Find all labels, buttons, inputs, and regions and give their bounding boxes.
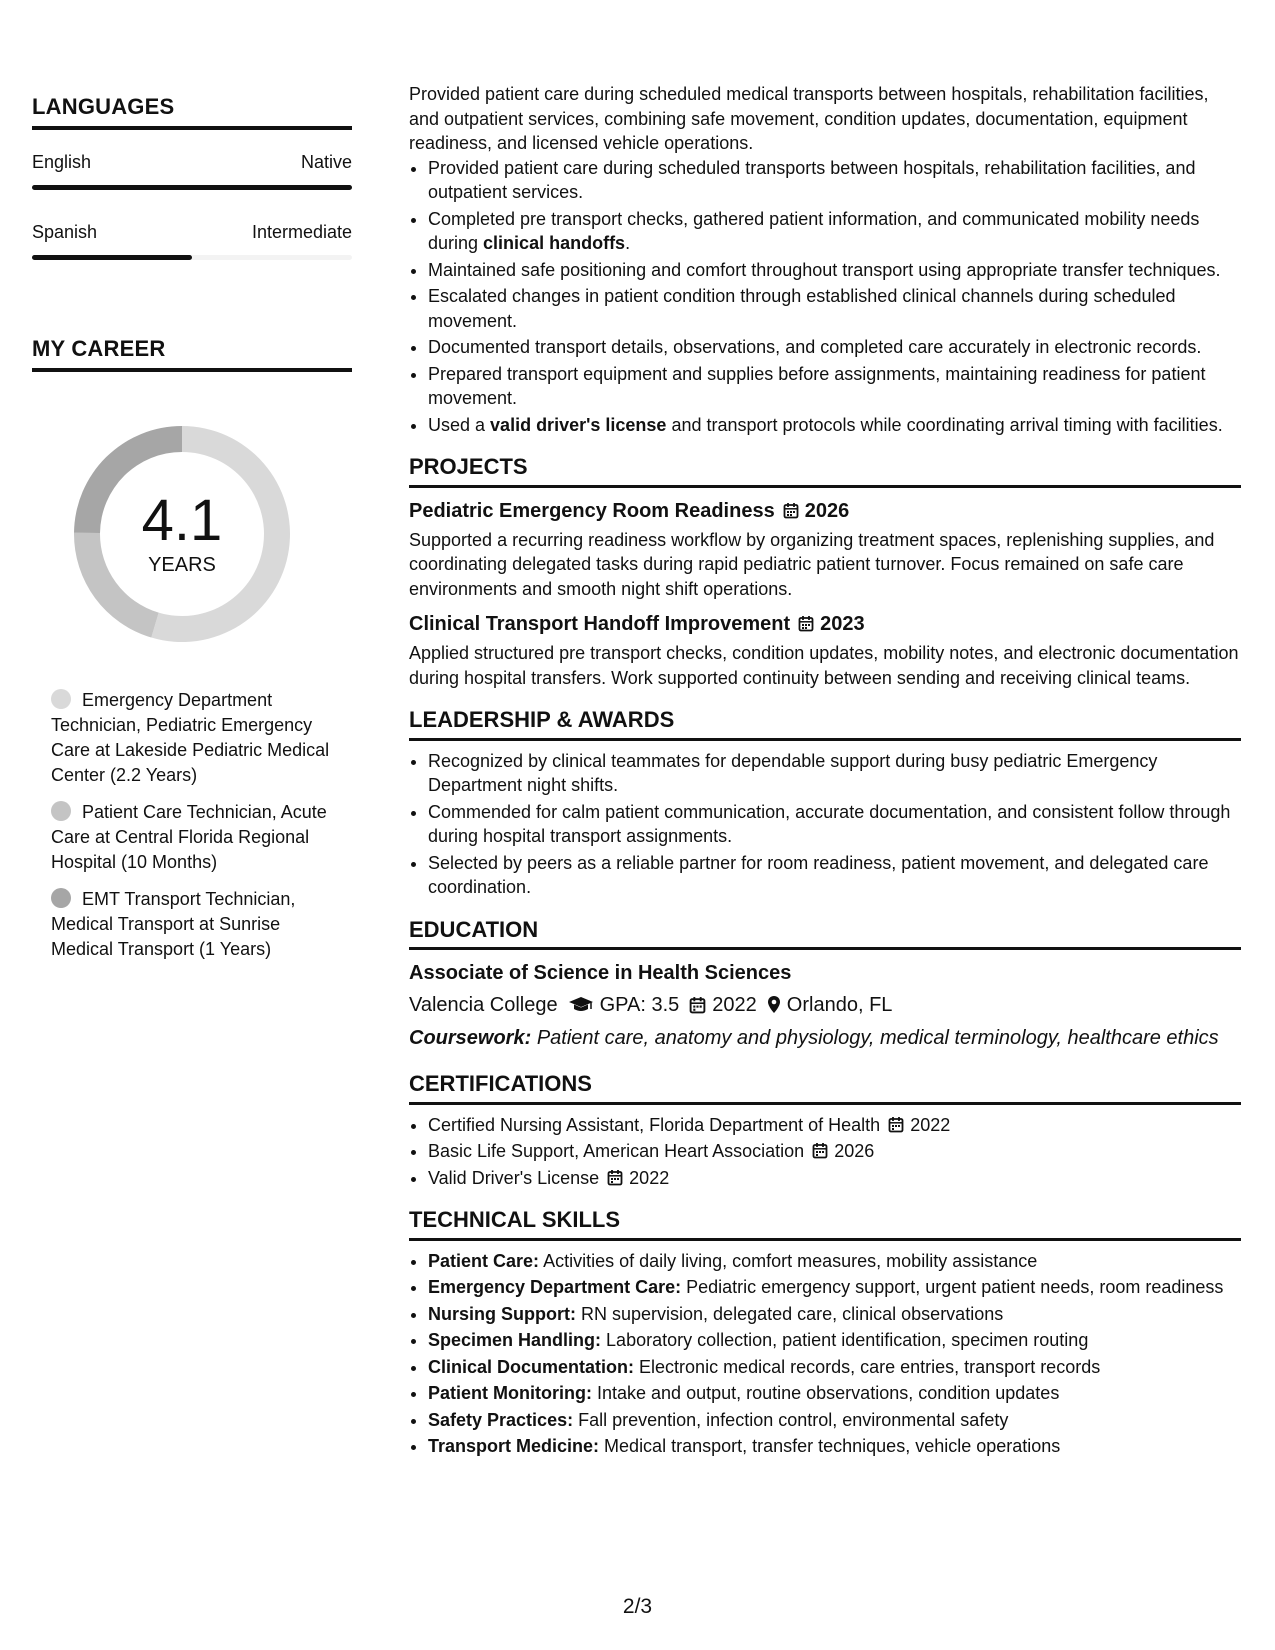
- skill-item: [428, 1275, 1241, 1300]
- calendar-icon: [689, 996, 706, 1014]
- career-legend-label: Emergency Department Technician, Pediatric Emergency Care at Lakeside Pediatric Medical Center (2.2 Years): [51, 690, 330, 785]
- career-total-value: 4.1: [141, 488, 223, 553]
- bullet-text: and transport protocols while coordinating arrival timing with facilities.: [666, 414, 1223, 435]
- bullet-text: Maintained safe positioning and comfort throughout transport using appropriate transfer techniques.: [428, 259, 1221, 280]
- language-proficiency-fill: [32, 185, 352, 190]
- bullet-text: Used a: [428, 414, 491, 435]
- leadership-item: • Recognized by clinical teammates for dependable support during busy pediatric Emergency Department night shifts.: [428, 749, 1241, 798]
- bullet-text: Prepared transport equipment and supplies before assignments, maintaining readiness for patient movement.: [428, 363, 1206, 408]
- bullet-text: Escalated changes in patient condition through established clinical channels during scheduled movement.: [428, 286, 1176, 331]
- experience-bullet: [428, 284, 1241, 333]
- career-legend-item: [51, 887, 337, 962]
- location-pin-icon: [767, 995, 781, 1014]
- education-details: [409, 992, 1241, 1019]
- skill-item: [428, 1434, 1241, 1459]
- project-title-text: Clinical Transport Handoff Improvement: [409, 613, 791, 635]
- projects-heading: PROJECTS: [409, 455, 1241, 488]
- legend-dot-icon: [51, 888, 71, 908]
- project-item: [409, 611, 1241, 690]
- legend-dot-icon: [51, 689, 71, 709]
- skill-text: Fall prevention, infection control, environmental safety: [578, 1409, 1009, 1430]
- experience-bullet: [428, 258, 1241, 283]
- calendar-icon: [607, 1169, 623, 1186]
- language-proficiency-fill: [32, 255, 192, 260]
- career-legend: [51, 688, 337, 962]
- experience-bullet: [428, 362, 1241, 411]
- education-year: 2022: [712, 994, 757, 1016]
- skill-label: Specimen Handling:: [428, 1330, 602, 1350]
- career-legend-item: [51, 688, 337, 788]
- experience-bullet: [428, 207, 1241, 256]
- skill-item: [428, 1328, 1241, 1353]
- certification-year: 2022: [910, 1114, 951, 1135]
- leadership-list: [409, 749, 1241, 900]
- skill-text: Medical transport, transfer techniques, vehicle operations: [604, 1436, 1061, 1456]
- certification-name: Basic Life Support, American Heart Association: [428, 1141, 805, 1161]
- language-proficiency-bar: [32, 185, 352, 190]
- language-level: Intermediate: [251, 222, 352, 242]
- experience-bullets: [409, 156, 1241, 438]
- bullet-bold-text: valid driver's license: [490, 414, 667, 435]
- skill-text: Pediatric emergency support, urgent patient needs, room readiness: [686, 1277, 1224, 1297]
- certifications-list: [409, 1113, 1241, 1191]
- skill-label: Clinical Documentation:: [428, 1356, 635, 1377]
- language-item: [32, 222, 352, 260]
- calendar-icon: [812, 1142, 828, 1159]
- education-gpa: GPA: 3.5: [599, 994, 680, 1016]
- experience-bullet: [428, 156, 1241, 205]
- certification-item: [428, 1113, 1241, 1138]
- bullet-text: Completed pre transport checks, gathered patient information, and communicated mobility needs during: [428, 208, 1200, 253]
- education-degree: Associate of Science in Health Sciences: [409, 962, 792, 984]
- project-title-text: Pediatric Emergency Room Readiness: [409, 499, 775, 522]
- language-item: [32, 152, 352, 190]
- certification-item: [428, 1139, 1241, 1164]
- bullet-text: Provided patient care during scheduled transports between hospitals, rehabilitation facilities, and outpatient services.: [428, 157, 1196, 202]
- skill-label: Patient Monitoring:: [428, 1383, 592, 1403]
- career-legend-item: [51, 800, 337, 875]
- skill-label: Nursing Support:: [428, 1303, 576, 1324]
- certification-item: [428, 1166, 1241, 1191]
- education-school: Valencia College: [409, 994, 558, 1016]
- skill-item: [428, 1355, 1241, 1380]
- skills-list: [409, 1249, 1241, 1459]
- language-name: Spanish: [32, 222, 98, 242]
- skill-label: Safety Practices:: [428, 1409, 574, 1430]
- skill-label: Emergency Department Care:: [428, 1277, 682, 1297]
- leadership-heading: LEADERSHIP & AWARDS: [409, 708, 1241, 741]
- certifications-heading: CERTIFICATIONS: [409, 1072, 1241, 1105]
- experience-bullet: [428, 335, 1241, 360]
- bullet-text: Documented transport details, observations, and completed care accurately in electronic records.: [428, 337, 1202, 357]
- coursework-text: Patient care, anatomy and physiology, medical terminology, healthcare ethics: [536, 1027, 1219, 1049]
- calendar-icon: [783, 502, 799, 519]
- experience-summary: Provided patient care during scheduled medical transports between hospitals, rehabilitation facilities, and outpatient services, combining safe movement, condition updates, documentation, equipment readiness, and licensed vehicle operations.: [409, 84, 1209, 153]
- leadership-item: • Selected by peers as a reliable partner for room readiness, patient movement, and delegated care coordination.: [428, 851, 1241, 900]
- career-legend-label: EMT Transport Technician, Medical Transport at Sunrise Medical Transport (1 Years): [51, 889, 296, 959]
- skill-item: [428, 1381, 1241, 1406]
- skill-text: Activities of daily living, comfort measures, mobility assistance: [543, 1250, 1038, 1271]
- skill-item: [428, 1249, 1241, 1274]
- certification-name: Valid Driver's License: [428, 1167, 600, 1188]
- page-number: 2/3: [622, 1595, 653, 1618]
- education-heading: EDUCATION: [409, 918, 1241, 951]
- language-level: Native: [300, 152, 352, 172]
- skills-heading: TECHNICAL SKILLS: [409, 1208, 1241, 1241]
- education-coursework: [409, 1025, 1241, 1052]
- languages-heading: LANGUAGES: [32, 94, 352, 130]
- project-item: [409, 498, 1241, 602]
- left-column: [32, 94, 352, 974]
- skill-text: Electronic medical records, care entries, transport records: [639, 1356, 1101, 1377]
- skill-item: [428, 1408, 1241, 1433]
- career-total-unit: YEARS: [148, 554, 216, 576]
- calendar-icon: [888, 1116, 904, 1133]
- education-location: Orlando, FL: [786, 994, 893, 1016]
- skill-text: RN supervision, delegated care, clinical observations: [581, 1303, 1004, 1324]
- skill-label: Patient Care:: [428, 1250, 540, 1271]
- bullet-bold-text: clinical handoffs: [483, 233, 626, 253]
- right-column: [409, 82, 1241, 1461]
- calendar-icon: [798, 615, 814, 632]
- project-title: [409, 498, 1241, 524]
- skill-text: Laboratory collection, patient identification, specimen routing: [606, 1330, 1089, 1350]
- language-name: English: [32, 152, 92, 172]
- graduation-cap-icon: [568, 996, 594, 1014]
- project-description: Supported a recurring readiness workflow by organizing treatment spaces, replenishing supplies, and coordinating delegated tasks during rapid pediatric patient turnover. Focus remained on safe care environments and smooth night shift operations.: [409, 529, 1215, 599]
- skill-text: Intake and output, routine observations, condition updates: [597, 1383, 1060, 1403]
- experience-bullet: [428, 413, 1241, 438]
- project-description: Applied structured pre transport checks, condition updates, mobility notes, and electronic documentation during hospital transfers. Work supported continuity between sending and receiving clinical teams.: [409, 643, 1239, 688]
- career-legend-label: Patient Care Technician, Acute Care at Central Florida Regional Hospital (10 Months): [51, 802, 327, 872]
- project-title: [409, 611, 1241, 637]
- language-proficiency-bar: [32, 255, 352, 260]
- bullet-text: .: [625, 233, 631, 253]
- project-year: 2023: [820, 613, 865, 635]
- project-year: 2026: [804, 499, 850, 522]
- certification-year: 2022: [629, 1167, 670, 1188]
- certification-year: 2026: [834, 1141, 875, 1161]
- career-donut-chart: [62, 414, 302, 654]
- leadership-item: • Commended for calm patient communication, accurate documentation, and consistent follow through during hospital transport assignments.: [428, 800, 1241, 849]
- coursework-label: Coursework:: [409, 1027, 532, 1049]
- skill-item: [428, 1302, 1241, 1327]
- career-heading: MY CAREER: [32, 336, 352, 372]
- legend-dot-icon: [51, 801, 71, 821]
- skill-label: Transport Medicine:: [428, 1436, 600, 1456]
- certification-name: Certified Nursing Assistant, Florida Department of Health: [428, 1114, 881, 1135]
- career-total: [62, 414, 302, 654]
